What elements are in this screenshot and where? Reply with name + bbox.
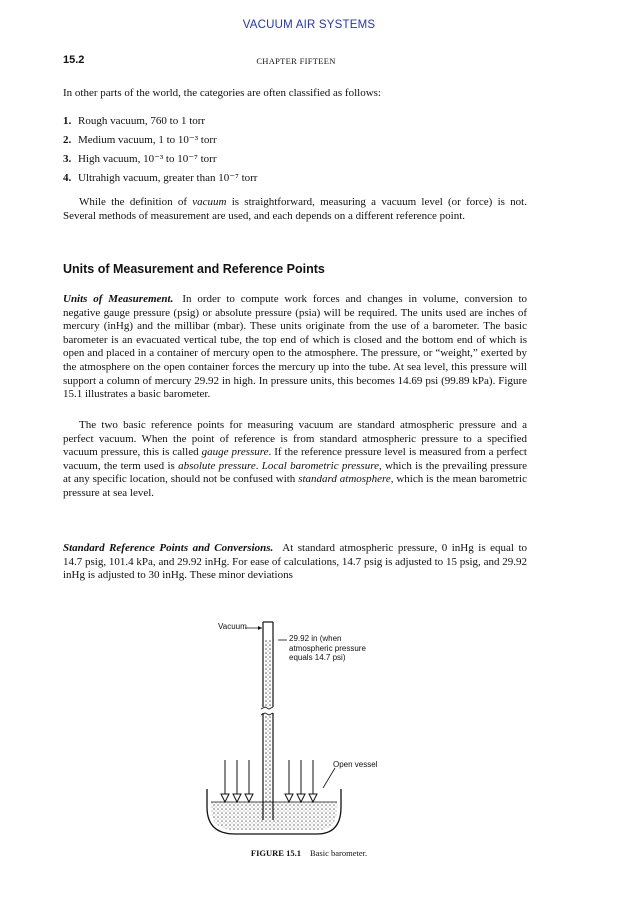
running-banner: VACUUM AIR SYSTEMS bbox=[242, 19, 376, 31]
text-run: , which is the prevailing pressure at any specific location, should not be confused with bbox=[63, 459, 528, 486]
label-line: atmospheric pressure bbox=[289, 643, 366, 653]
italic-term: vacuum bbox=[192, 196, 227, 208]
list-item bbox=[63, 169, 527, 188]
page-number: 15.2 bbox=[63, 54, 85, 66]
text-run: The two basic reference points for measuring vacuum are standard atmospheric pressure and a perfect vacuum. When the point of reference is from standard atmospheric pressure to a specified vacuum pressure, this is called bbox=[63, 419, 527, 459]
italic-term: absolute pressure bbox=[178, 459, 256, 472]
list-item-number: 2. bbox=[63, 134, 72, 146]
run-in-heading: Units of Measurement. bbox=[63, 293, 174, 305]
text-run: is straightforward, measuring a vacuum level (or force) is not. Several methods of measurement are used, and each depends on a different reference point. bbox=[63, 196, 527, 222]
run-in-heading: Standard Reference Points and Conversions. bbox=[63, 542, 274, 554]
vacuum-label: Vacuum bbox=[218, 622, 247, 631]
list-item-text: Medium vacuum, 1 to 10⁻³ torr bbox=[78, 134, 217, 146]
label-line: 29.92 in (when bbox=[289, 634, 342, 643]
mercury-height-label bbox=[289, 634, 366, 663]
italic-term: gauge pressure bbox=[201, 446, 269, 459]
list-item-text: High vacuum, 10⁻³ to 10⁻⁷ torr bbox=[78, 153, 217, 165]
paragraph-text: In order to compute work forces and changes in volume, conversion to negative gauge pressure (psig) or absolute pressure (psia) will be required. The units used are inches of mercury (inHg) and the millibar (mbar). These units originate from the use of a barometer. The basic barometer is an evacuated vertical tube, the top end of which is closed and the bottom end of which is open and placed in a container of mercury open to the atmosphere. The pressure, or “weight,” exerted by the atmosphere on the open container forces the mercury up into the tube. At sea level, this pressure will support a column of mercury 29.92 in high. In pressure units, this becomes 14.69 psi (99.89 kPa). Figure 15.1 illustrates a basic barometer. bbox=[63, 293, 527, 401]
chapter-title: CHAPTER FIFTEEN bbox=[256, 56, 336, 66]
vessel-pointer bbox=[323, 768, 335, 788]
list-item-text: Rough vacuum, 760 to 1 torr bbox=[78, 115, 206, 127]
list-item bbox=[63, 150, 527, 169]
mercury-pool bbox=[211, 802, 337, 830]
section-heading: Units of Measurement and Reference Points bbox=[63, 262, 325, 276]
text-run: While the definition of bbox=[79, 196, 193, 208]
barometer-figure bbox=[185, 612, 415, 847]
paragraph-text: At standard atmospheric pressure, 0 inHg is equal to 14.7 psig, 101.4 kPa, and 29.92 inHg. For ease of calculations, 14.7 psig is adjusted to 15 psig, and 29.92 inHg is adjusted to 30 inHg. These minor deviations bbox=[63, 542, 527, 582]
intro-paragraph: In other parts of the world, the categories are often classified as follows: bbox=[63, 87, 381, 99]
standard-reference-paragraph bbox=[63, 542, 527, 583]
list-item bbox=[63, 112, 527, 131]
text-run: . bbox=[255, 459, 262, 472]
text-run: , which is the mean barometric pressure at sea level. bbox=[63, 473, 528, 499]
open-vessel-label: Open vessel bbox=[333, 760, 378, 769]
label-line: equals 14.7 psi) bbox=[289, 653, 346, 662]
list-item-number: 3. bbox=[63, 153, 72, 165]
definition-paragraph bbox=[63, 196, 527, 223]
reference-points-paragraph bbox=[63, 419, 527, 501]
list-item-text: Ultrahigh vacuum, greater than 10⁻⁷ torr bbox=[78, 172, 258, 184]
italic-term: Local barometric pressure bbox=[261, 459, 379, 472]
caption-number: FIGURE 15.1 bbox=[250, 848, 301, 858]
caption-text: Basic barometer. bbox=[309, 848, 368, 858]
list-item-number: 1. bbox=[63, 115, 72, 127]
barometer-tube bbox=[261, 622, 275, 820]
italic-term: standard atmosphere bbox=[298, 473, 391, 486]
list-item-number: 4. bbox=[63, 172, 72, 184]
mercury-column-upper bbox=[265, 640, 272, 708]
text-run: . If the reference pressure level is measured from a perfect vacuum, the term used is bbox=[63, 446, 527, 472]
units-paragraph bbox=[63, 293, 527, 402]
vacuum-categories-list bbox=[63, 112, 527, 188]
figure-caption bbox=[0, 848, 618, 858]
list-item bbox=[63, 131, 527, 150]
